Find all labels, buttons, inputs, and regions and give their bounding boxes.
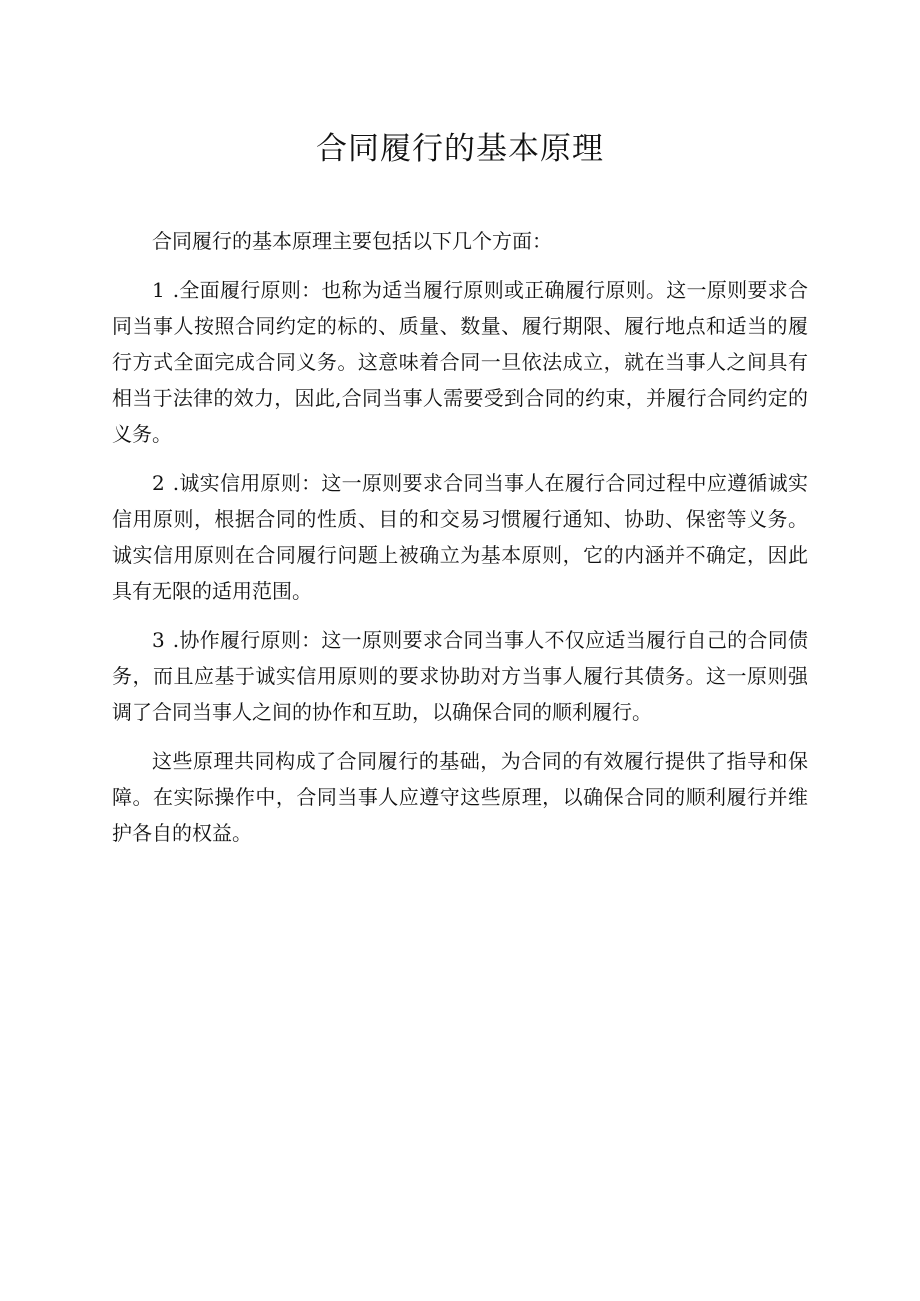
- principle-paragraph-3: [112, 622, 808, 730]
- principle-number: 1: [152, 278, 165, 302]
- document-body: [112, 223, 808, 864]
- principle-number: 3: [152, 628, 165, 652]
- principle-number: 2: [152, 471, 165, 495]
- principle-paragraph-2: [112, 465, 808, 609]
- document-title: 合同履行的基本原理: [316, 131, 604, 167]
- principle-text: .诚实信用原则：这一原则要求合同当事人在履行合同过程中应遵循诚实信用原则，根据合同的性质、目的和交易习惯履行通知、协助、保密等义务。诚实信用原则在合同履行问题上被确立为基本原则，它的内涵并不确定，因此具有无限的适用范围。: [112, 471, 808, 603]
- intro-paragraph: 合同履行的基本原理主要包括以下几个方面：: [152, 229, 552, 253]
- principle-text: .协作履行原则：这一原则要求合同当事人不仅应适当履行自己的合同债务，而且应基于诚实信用原则的要求协助对方当事人履行其债务。这一原则强调了合同当事人之间的协作和互助，以确保合同的顺利履行。: [112, 628, 808, 724]
- conclusion-paragraph: 这些原理共同构成了合同履行的基础，为合同的有效履行提供了指导和保障。在实际操作中，合同当事人应遵守这些原理，以确保合同的顺利履行并维护各自的权益。: [112, 749, 808, 845]
- principle-text: .全面履行原则：也称为适当履行原则或正确履行原则。这一原则要求合同当事人按照合同约定的标的、质量、数量、履行期限、履行地点和适当的履行方式全面完成合同义务。这意味着合同一旦依法成立，就在当事人之间具有相当于法律的效力，因此,合同当事人需要受到合同的约束，并履行合同约定的义务。: [112, 278, 808, 446]
- principle-paragraph-1: [112, 272, 808, 452]
